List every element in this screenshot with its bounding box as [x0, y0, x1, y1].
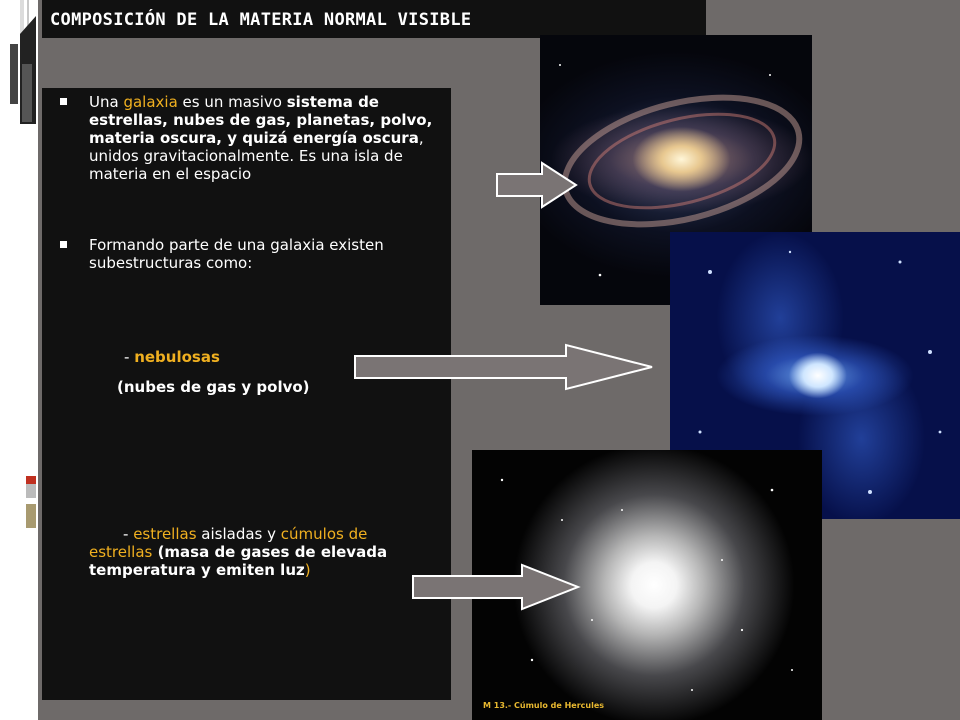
- bullet-marker: [60, 241, 67, 248]
- slide-corner-icon: [8, 14, 40, 126]
- side-color-strip: [26, 476, 36, 528]
- arrow-right-icon: [352, 342, 656, 392]
- cluster-caption: M 13.- Cúmulo de Hercules: [483, 701, 605, 710]
- arrow-right-icon: [410, 562, 582, 612]
- bullet-substructures-text: Formando parte de una galaxia existen subestructuras como:: [89, 236, 384, 272]
- stars-text: - estrellas aisladas y cúmulos de estrellas (masa de gases de elevada temperatura y emiten luz): [89, 525, 388, 579]
- slide-title: COMPOSICIÓN DE LA MATERIA NORMAL VISIBLE: [42, 0, 706, 38]
- bullet-marker: [60, 98, 67, 105]
- bullet-galaxy-text: Una galaxia es un masivo sistema de estrellas, nubes de gas, planetas, polvo, materia oscura, y quizá energía oscura, unidos gravitacionalmente. Es una isla de materia en el espacio: [89, 93, 433, 183]
- nebula-description: (nubes de gas y polvo): [117, 378, 310, 396]
- nebula-label: - nebulosas: [124, 348, 220, 366]
- arrow-right-icon: [494, 160, 580, 210]
